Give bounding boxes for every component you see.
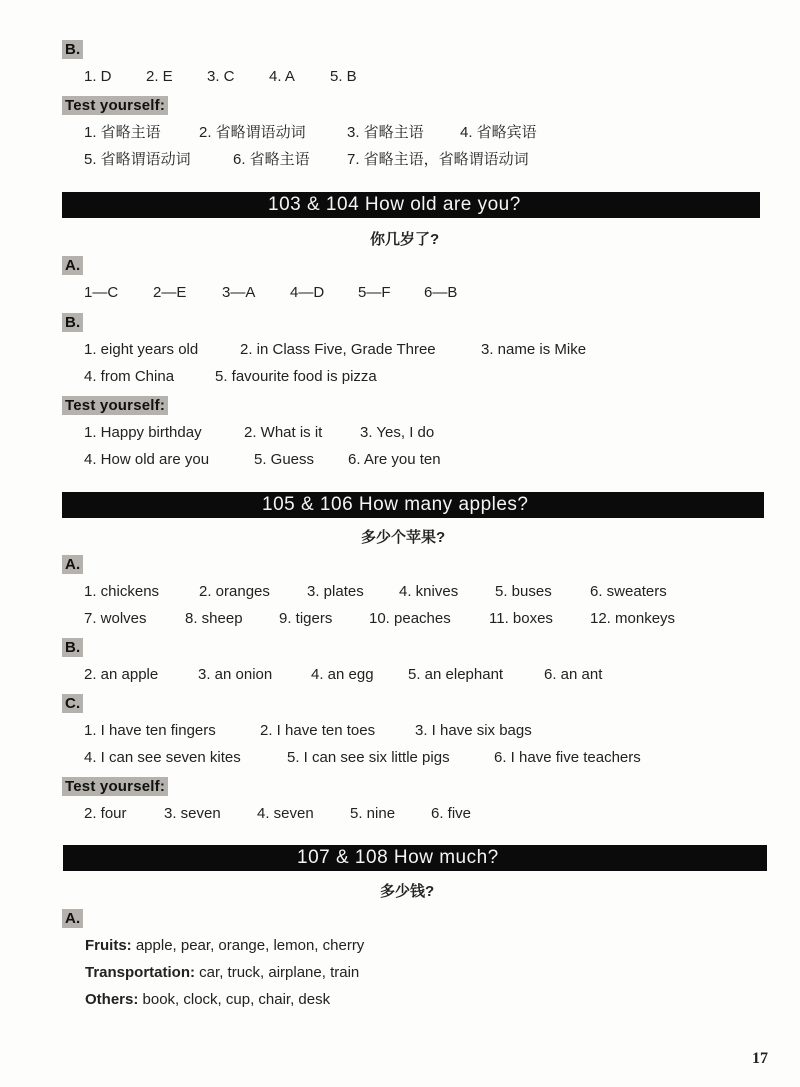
answer: 9. tigers [279, 610, 333, 627]
section-subtitle: 多少钱? [380, 883, 435, 900]
answer: 6—B [424, 284, 458, 301]
category-line [85, 936, 364, 955]
answer: 1. I have ten fingers [84, 722, 216, 739]
answer: 7. 省略主语，省略谓语动词 [347, 151, 529, 168]
section-label-b: B. [62, 638, 83, 657]
answer: 3. name is Mike [481, 341, 587, 358]
answer: 1. chickens [84, 583, 160, 600]
answer: 3. I have six bags [415, 722, 532, 739]
answer: 4. I can see seven kites [84, 749, 241, 766]
section-banner [62, 192, 760, 218]
answer: 1. eight years old [84, 341, 199, 358]
answer: 3—A [222, 284, 256, 301]
answer: 7. wolves [84, 610, 147, 627]
answer: 8. sheep [185, 610, 243, 627]
answer: 2. E [146, 68, 173, 85]
section-banner [62, 492, 764, 518]
answer: 1. 省略主语 [84, 124, 161, 141]
test-yourself-label: Test yourself: [62, 777, 168, 796]
answer: 2. What is it [244, 424, 323, 441]
answer: 5. 省略谓语动词 [84, 151, 191, 168]
test-yourself-label: Test yourself: [62, 96, 168, 115]
answer: 4—D [290, 284, 325, 301]
section-subtitle: 多少个苹果? [361, 529, 446, 546]
answer: 2. 省略谓语动词 [199, 124, 306, 141]
section-title: 105 & 106 How many apples? [262, 494, 529, 515]
category-line [85, 990, 330, 1009]
answer: 1—C [84, 284, 119, 301]
answer: 6. I have five teachers [494, 749, 641, 766]
answer: 4. How old are you [84, 451, 210, 468]
answer: 5. nine [350, 805, 396, 822]
answer: 4. an egg [311, 666, 374, 683]
answer: 1. D [84, 68, 112, 85]
category-items: apple, pear, orange, lemon, cherry [131, 937, 365, 954]
category-label: Transportation: [85, 964, 196, 981]
answer: 6. an ant [544, 666, 603, 683]
category-items: book, clock, cup, chair, desk [138, 991, 331, 1008]
answer: 3. C [207, 68, 235, 85]
answer: 5. B [330, 68, 357, 85]
answer: 5. an elephant [408, 666, 504, 683]
answer: 5. Guess [254, 451, 315, 468]
answer: 2—E [153, 284, 187, 301]
answer: 11. boxes [489, 610, 553, 627]
answer: 6. sweaters [590, 583, 667, 600]
answer: 3. an onion [198, 666, 273, 683]
answer: 6. Are you ten [348, 451, 441, 468]
answer: 3. plates [307, 583, 364, 600]
page-number: 17 [752, 1050, 768, 1067]
answer: 3. Yes, I do [360, 424, 435, 441]
category-items: car, truck, airplane, train [195, 964, 360, 981]
section-label-a: A. [62, 256, 83, 275]
answer: 6. 省略主语 [233, 151, 310, 168]
answer: 4. seven [257, 805, 314, 822]
section-label-c: C. [62, 694, 83, 713]
answer: 2. oranges [199, 583, 270, 600]
answer: 3. 省略主语 [347, 124, 424, 141]
answer: 2. four [84, 805, 127, 822]
section-label-a: A. [62, 909, 83, 928]
section-banner [63, 845, 767, 871]
category-line [85, 963, 359, 982]
answer: 5. buses [495, 583, 552, 600]
answer: 4. knives [399, 583, 459, 600]
answer: 2. I have ten toes [260, 722, 376, 739]
answer: 2. an apple [84, 666, 159, 683]
answer: 5. I can see six little pigs [287, 749, 450, 766]
test-yourself-label: Test yourself: [62, 396, 168, 415]
section-label-a: A. [62, 555, 83, 574]
category-label: Fruits: [85, 937, 132, 954]
section-label-b: B. [62, 40, 83, 59]
answer: 4. 省略宾语 [460, 124, 537, 141]
answer: 3. seven [164, 805, 221, 822]
answer: 4. from China [84, 368, 175, 385]
section-title: 107 & 108 How much? [297, 847, 499, 868]
answer: 5. favourite food is pizza [215, 368, 377, 385]
answer: 1. Happy birthday [84, 424, 202, 441]
answer: 12. monkeys [590, 610, 676, 627]
answer: 5—F [358, 284, 391, 301]
answer: 2. in Class Five, Grade Three [240, 341, 436, 358]
category-label: Others: [85, 991, 139, 1008]
answer: 6. five [431, 805, 472, 822]
answer: 4. A [269, 68, 295, 85]
section-label-b: B. [62, 313, 83, 332]
section-subtitle: 你几岁了? [370, 231, 440, 248]
answer: 10. peaches [369, 610, 451, 627]
section-title: 103 & 104 How old are you? [268, 194, 521, 215]
